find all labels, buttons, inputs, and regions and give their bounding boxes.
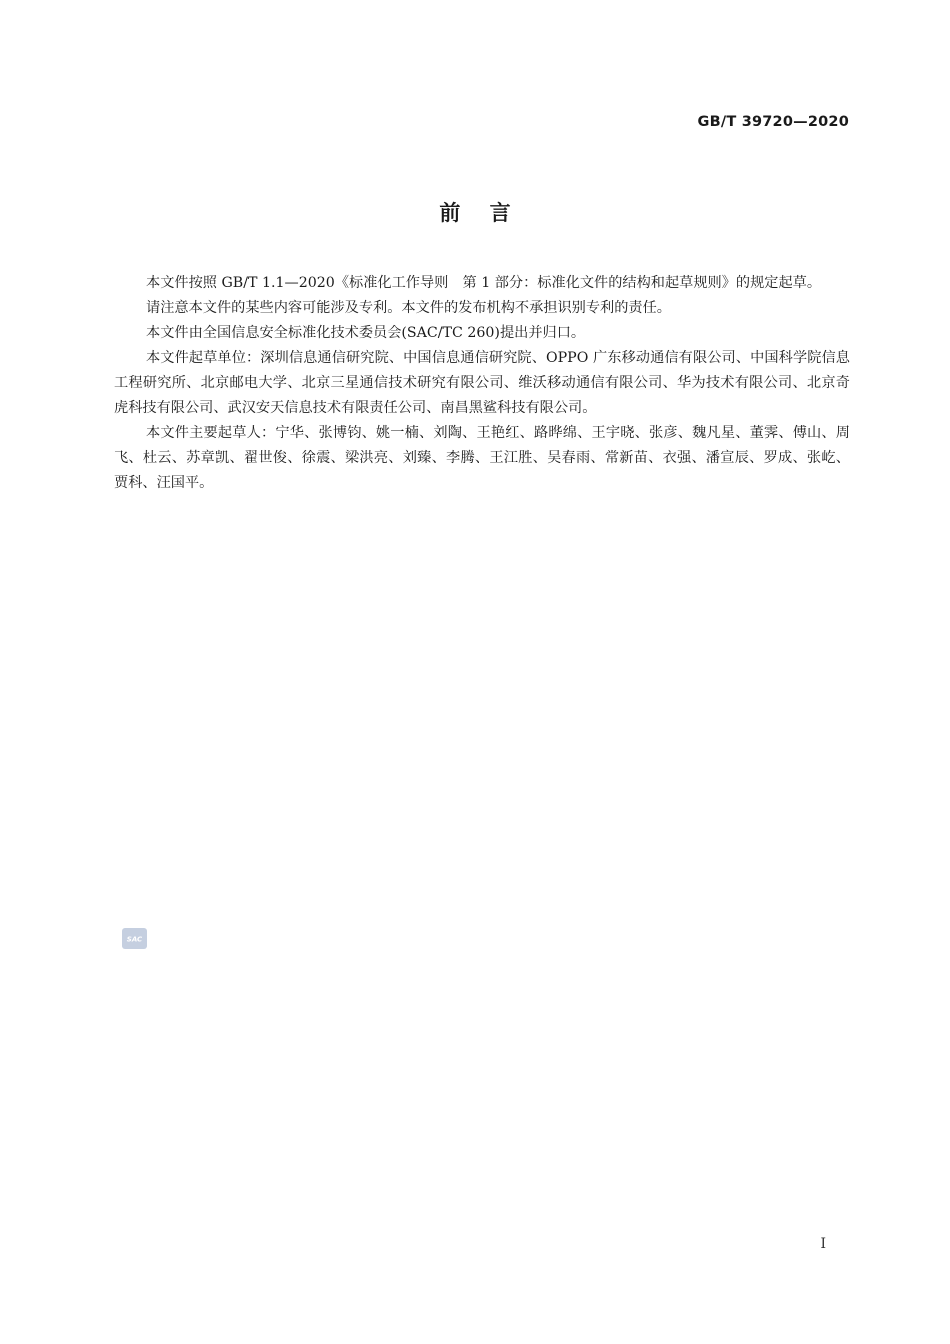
paragraph-drafters: 本文件主要起草人：宁华、张博钧、姚一楠、刘陶、王艳红、路晔绵、王宇晓、张彦、魏凡星、董霁、傅山、周飞、杜云、苏章凯、翟世俊、徐震、梁洪亮、刘臻、李腾、王江胜、吴春雨、常新苗、衣强、潘宣辰、罗成、张屹、贾科、汪国平。 (114, 425, 850, 491)
standard-number: GB/T 39720—2020 (697, 114, 849, 130)
sac-watermark-logo (122, 928, 147, 949)
sac-logo-text: SAC (126, 935, 143, 944)
paragraph-drafting-rules: 本文件按照 GB/T 1.1—2020《标准化工作导则 第 1 部分：标准化文件的结构和起草规则》的规定起草。 (146, 275, 822, 291)
paragraph-drafting-units: 本文件起草单位：深圳信息通信研究院、中国信息通信研究院、OPPO 广东移动通信有限公司、中国科学院信息工程研究所、北京邮电大学、北京三星通信技术研究有限公司、维沃移动通信有限公司、华为技术有限公司、北京奇虎科技有限公司、武汉安天信息技术有限责任公司、南昌黑鲨科技有限公司。 (114, 350, 850, 416)
page-number: I (820, 1236, 826, 1252)
paragraph-patent-notice: 请注意本文件的某些内容可能涉及专利。本文件的发布机构不承担识别专利的责任。 (146, 300, 671, 316)
page-title: 前 言 (439, 201, 511, 225)
paragraph-proposer: 本文件由全国信息安全标准化技术委员会(SAC/TC 260)提出并归口。 (146, 325, 586, 341)
foreword-body (114, 271, 850, 496)
